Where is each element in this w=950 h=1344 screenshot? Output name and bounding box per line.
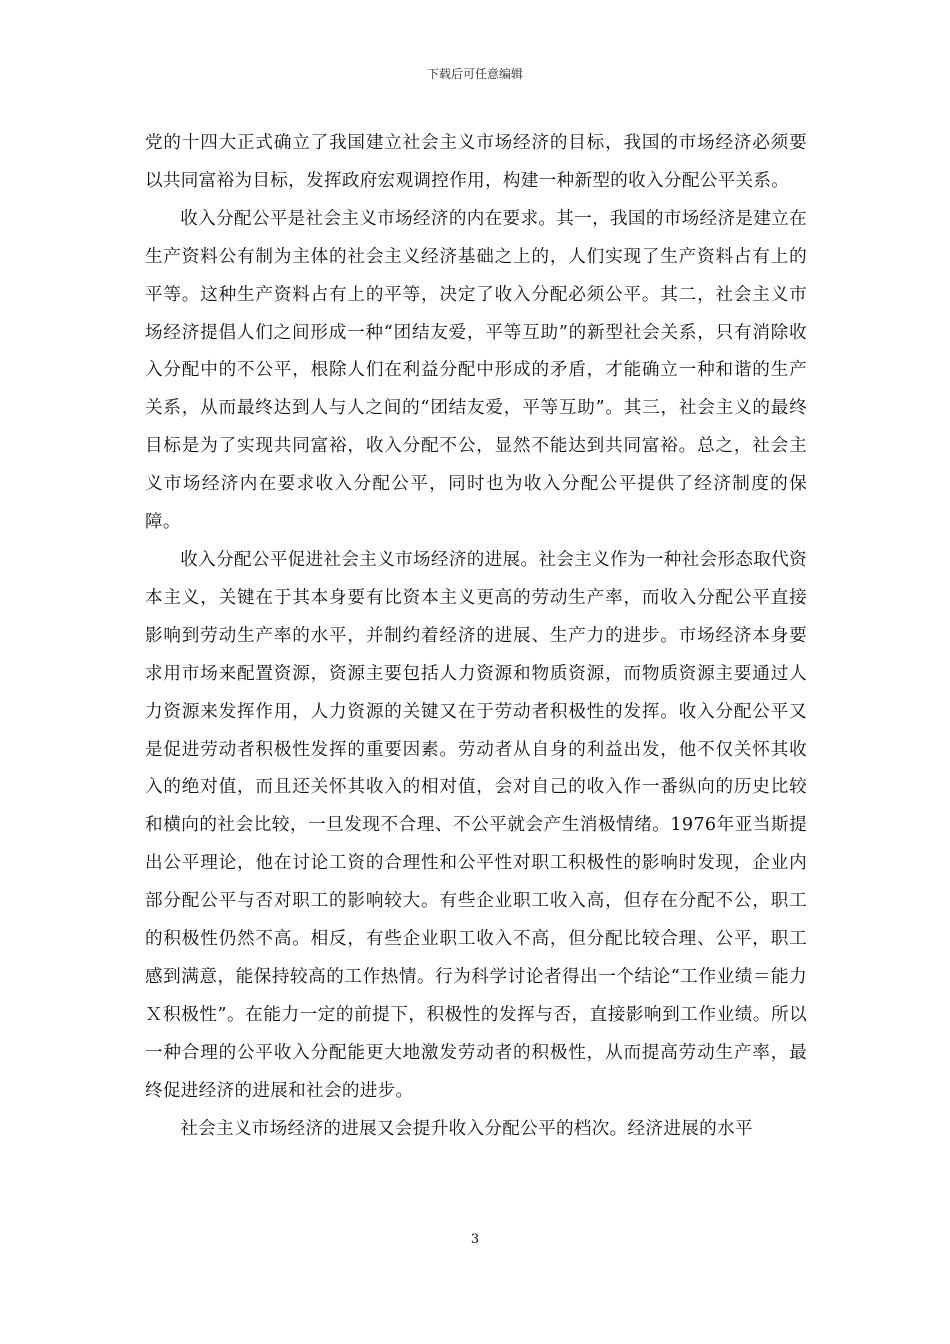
- page-number: 3: [470, 1232, 480, 1247]
- paragraph-2: 收入分配公平是社会主义市场经济的内在要求。其一，我国的市场经济是建立在生产资料公有制为主体的社会主义经济基础之上的，人们实现了生产资料占有上的平等。这种生产资料占有上的平等，决定了收入分配必须公平。其二，社会主义市场经济提倡人们之间形成一种“团结友爱，平等互助”的新型社会关系，只有消除收入分配中的不公平，根除人们在利益分配中形成的矛盾，才能确立一种和谐的生产关系，从而最终达到人与人之间的“团结友爱，平等互助”。其三，社会主义的最终目标是为了实现共同富裕，收入分配不公，显然不能达到共同富裕。总之，社会主义市场经济内在要求收入分配公平，同时也为收入分配公平提供了经济制度的保障。: [145, 208, 807, 533]
- paragraph-1: 党的十四大正式确立了我国建立社会主义市场经济的目标，我国的市场经济必须要以共同富裕为目标，发挥政府宏观调控作用，构建一种新型的收入分配公平关系。: [145, 133, 807, 191]
- paragraph-3: 收入分配公平促进社会主义市场经济的进展。社会主义作为一种社会形态取代资本主义，关键在于其本身要有比资本主义更高的劳动生产率，而收入分配公平直接影响到劳动生产率的水平，并制约着经济的进展、生产力的进步。市场经济本身要求用市场来配置资源，资源主要包括人力资源和物质资源，而物质资源主要通过人力资源来发挥作用，人力资源的关键又在于劳动者积极性的发挥。收入分配公平又是促进劳动者积极性发挥的重要因素。劳动者从自身的利益出发，他不仅关怀其收入的绝对值，而且还关怀其收入的相对值，会对自己的收入作一番纵向的历史比较和横向的社会比较，一旦发现不合理、不公平就会产生消极情绪。1976年亚当斯提出公平理论，他在讨论工资的合理性和公平性对职工积极性的影响时发现，企业内部分配公平与否对职工的影响较大。有些企业职工收入高，但存在分配不公，职工的积极性仍然不高。相反，有些企业职工收入不高，但分配比较合理、公平，职工感到满意，能保持较高的工作热情。行为科学讨论者得出一个结论“工作业绩＝能力Ｘ积极性”。在能力一定的前提下，积极性的发挥与否，直接影响到工作业绩。所以一种合理的公平收入分配能更大地激发劳动者的积极性，从而提高劳动生产率，最终促进经济的进展和社会的进步。: [145, 549, 807, 1101]
- document-body: [145, 125, 807, 1148]
- paragraph-4: 社会主义市场经济的进展又会提升收入分配公平的档次。经济进展的水平: [180, 1118, 753, 1139]
- page-header: 下载后可任意编辑: [426, 67, 523, 81]
